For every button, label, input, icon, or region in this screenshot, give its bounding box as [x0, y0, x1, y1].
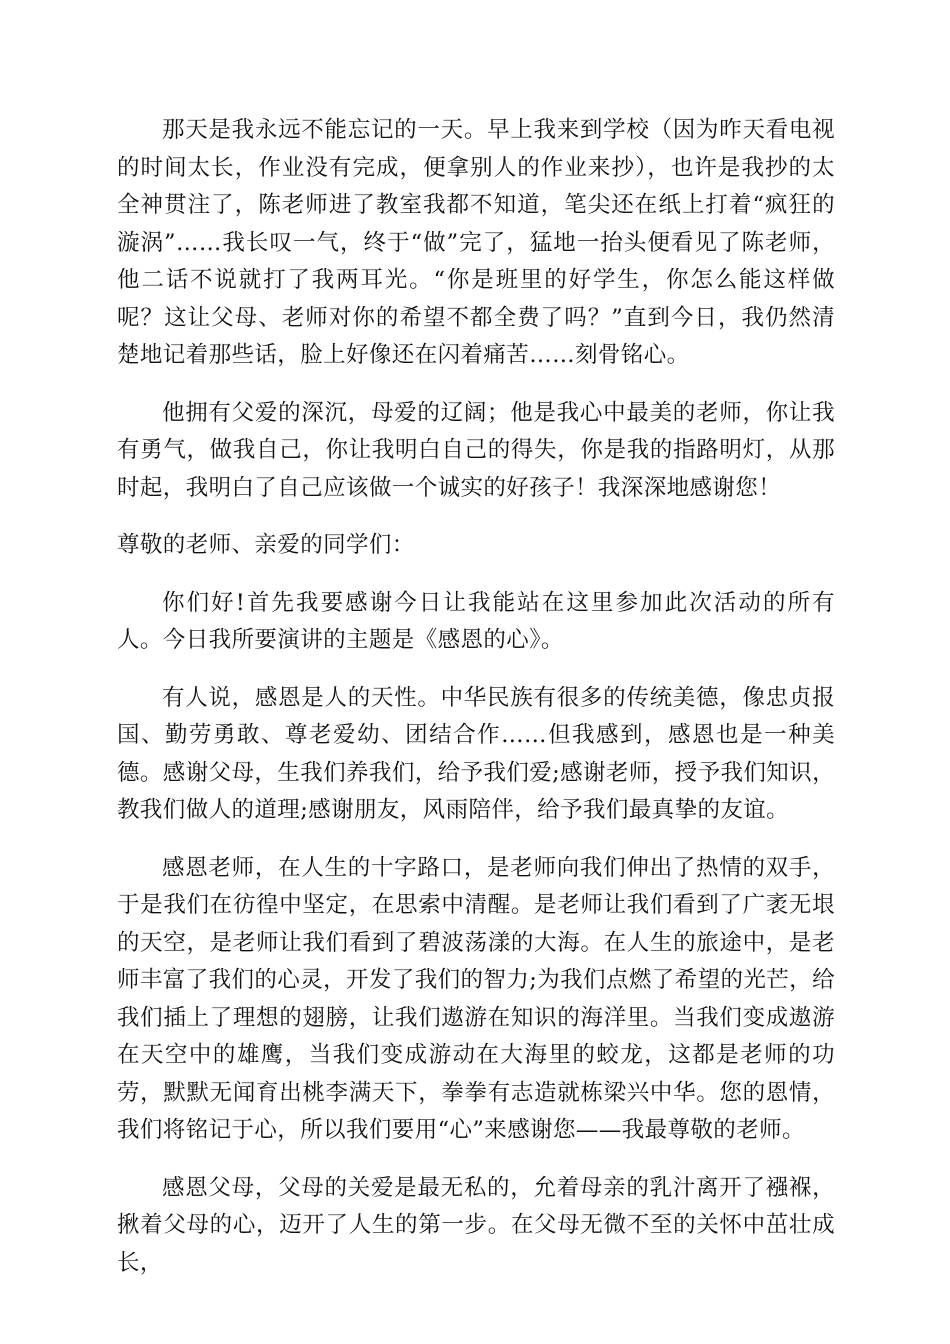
paragraph-thank-teachers: 感恩老师，在人生的十字路口，是老师向我们伸出了热情的双手，于是我们在彷徨中坚定，在思索中清醒。是老师让我们看到了广袤无垠的天空，是老师让我们看到了碧波荡漾的大海。在人生的旅途中，是老师丰富了我们的心灵，开发了我们的智力;为我们点燃了希望的光芒，给我们插上了理想的翅膀，让我们遨游在知识的海洋里。当我们变成遨游在天空中的雄鹰，当我们变成游动在大海里的蛟龙，这都是老师的功劳，默默无闻育出桃李满天下，拳拳有志造就栋梁兴中华。您的恩情，我们将铭记于心，所以我们要用“心”来感谢您——我最尊敬的老师。: [117, 854, 835, 1143]
paragraph-thank-parents: 感恩父母，父母的关爱是最无私的，允着母亲的乳汁离开了襁褓，揪着父母的心，迈开了人生的第一步。在父母无微不至的关怀中茁壮成长，: [117, 1174, 835, 1276]
speech-salutation: 尊敬的老师、亲爱的同学们：: [117, 532, 415, 558]
paragraph-gratitude-virtue: 有人说，感恩是人的天性。中华民族有很多的传统美德，像忠贞报国、勤劳勇敢、尊老爱幼、团结合作……但我感到，感恩也是一种美德。感谢父母，生我们养我们，给予我们爱;感谢老师，授予我们知识，教我们做人的道理;感谢朋友，风雨陪伴，给予我们最真挚的友谊。: [117, 684, 835, 823]
document-page: [117, 112, 835, 1302]
paragraph-gratitude-teacher: 他拥有父爱的深沉，母爱的辽阔；他是我心中最美的老师，你让我有勇气，做我自己，你让我明白自己的得失，你是我的指路明灯，从那时起，我明白了自己应该做一个诚实的好孩子！我深深地感谢您！: [117, 399, 835, 501]
paragraph-greeting: 你们好!首先我要感谢今日让我能站在这里参加此次活动的所有人。今日我所要演讲的主题是《感恩的心》。: [117, 589, 835, 653]
paragraph-memory: 那天是我永远不能忘记的一天。早上我来到学校（因为昨天看电视的时间太长，作业没有完成，便拿别人的作业来抄），也许是我抄的太全神贯注了，陈老师进了教室我都不知道，笔尖还在纸上打着“疯狂的漩涡”……我长叹一气，终于“做”完了，猛地一抬头便看见了陈老师，他二话不说就打了我两耳光。“你是班里的好学生，你怎么能这样做呢？这让父母、老师对你的希望不都全费了吗？”直到今日，我仍然清楚地记着那些话，脸上好像还在闪着痛苦……刻骨铭心。: [117, 117, 835, 368]
